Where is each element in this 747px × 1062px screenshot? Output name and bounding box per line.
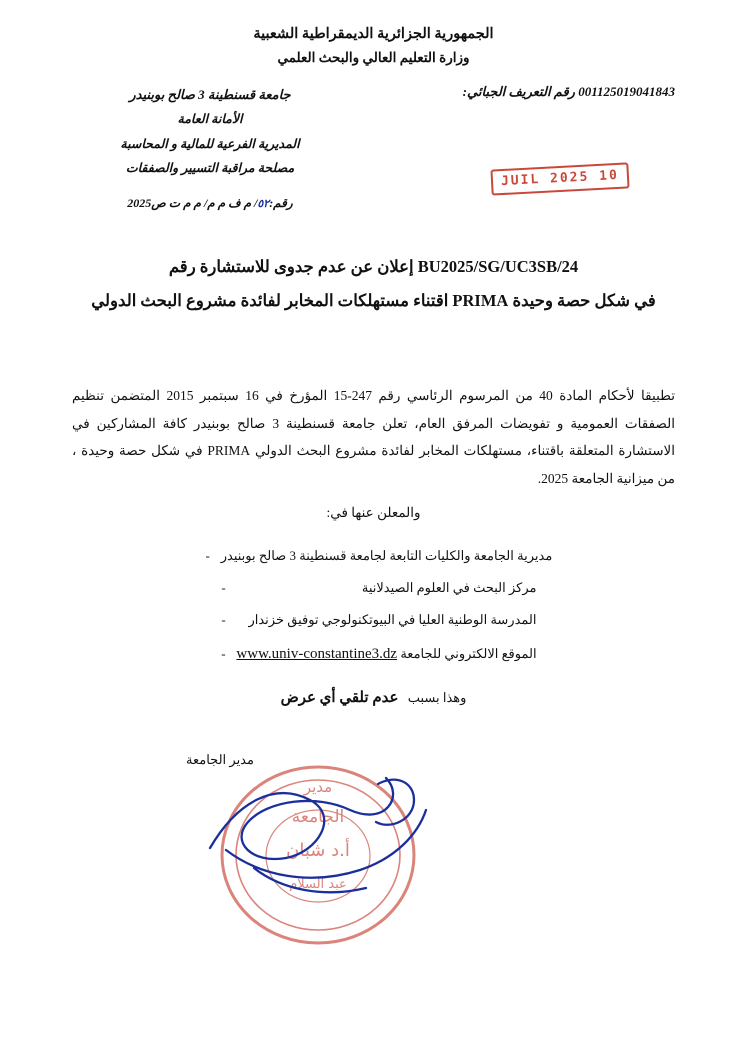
document-title <box>0 250 747 318</box>
document-reference <box>60 196 360 211</box>
organization-block <box>60 82 360 180</box>
reference-prefix: رقم: <box>269 196 293 210</box>
svg-text:الجامعة: الجامعة <box>291 807 345 827</box>
svg-text:عبد السلام: عبد السلام <box>289 877 347 892</box>
ministry-heading: وزارة التعليم العالي والبحث العلمي <box>277 50 470 65</box>
list-item-label: المدرسة الوطنية العليا في البيوتكنولوجي توفيق خزندار <box>248 611 537 627</box>
list-item-label: مركز البحث في العلوم الصيدلانية <box>361 579 537 595</box>
svg-text:مدير: مدير <box>303 778 333 796</box>
organization-university: جامعة قسنطينة 3 صالح بوبنيدر <box>129 87 291 102</box>
reason-statement <box>72 688 675 707</box>
reference-handwritten-number: ٥٢ <box>257 197 270 210</box>
reason-prefix: وهذا بسبب <box>407 690 467 705</box>
fiscal-id-label: رقم التعريف الجبائي: <box>462 84 575 99</box>
reception-date-stamp: 10 JUIL 2025 <box>490 162 629 195</box>
list-item-label <box>236 636 536 673</box>
organization-service: مصلحة مراقبة التسيير والصفقات <box>125 161 295 176</box>
list-item <box>0 604 747 636</box>
list-intro-label: والمعلن عنها في: <box>326 505 421 520</box>
website-list-label: الموقع الالكتروني للجامعة <box>400 645 537 661</box>
announcement-locations-list <box>0 540 747 672</box>
title-line-2-after: في شكل حصة وحيدة <box>512 290 656 310</box>
official-round-stamp <box>222 767 414 943</box>
fiscal-id-number: 001125019041843 <box>578 84 675 99</box>
reason-text: عدم تلقي أي عرض <box>280 690 399 706</box>
fiscal-id-block <box>463 84 675 100</box>
list-item <box>0 636 747 673</box>
svg-text:أ.د شبان: أ.د شبان <box>286 840 350 861</box>
list-item-label: مديرية الجامعة والكليات التابعة لجامعة قسنطينة 3 صالح بوبنيدر <box>220 548 553 563</box>
list-bullet-dash: - <box>205 548 210 563</box>
list-item <box>0 540 747 572</box>
list-bullet-dash: - <box>221 645 226 661</box>
signer-title: مدير الجامعة <box>186 752 254 767</box>
reference-suffix: / م ف م م/ م م ت ص2025 <box>127 196 258 210</box>
organization-subdirectorate: المديرية الفرعية للمالية و المحاسبة <box>120 136 300 151</box>
republic-heading: الجمهورية الجزائرية الديمقراطية الشعبية <box>253 26 494 42</box>
university-website-link[interactable]: www.univ-constantine3.dz <box>236 645 398 662</box>
title-line-2 <box>0 284 747 318</box>
title-line-1-text: إعلان عن عدم جدوى للاستشارة رقم <box>168 257 414 276</box>
body-paragraph: تطبيقا لأحكام المادة 40 من المرسوم الرئاسي رقم 247-15 المؤرخ في 16 سبتمبر 2015 المتضمن تنظيم الصفقات العمومية و تفويضات المرفق العام، تعلن جامعة قسنطينة 3 صالح بوبنيدر كافة المشاركين في الاستشارة المتعلقة باقتناء، مستهلكات المخابر لفائدة مشروع البحث الدولي PRIMA في شكل حصة وحيدة ، من ميزانية الجامعة 2025. <box>72 388 675 487</box>
list-bullet-dash: - <box>221 611 226 627</box>
list-bullet-dash: - <box>221 579 226 595</box>
title-line-1 <box>0 250 747 284</box>
project-name: PRIMA <box>452 290 509 310</box>
consultation-reference: BU2025/SG/UC3SB/24 <box>417 257 579 276</box>
handwritten-signature <box>210 778 426 892</box>
title-line-2-before: اقتناء مستهلكات المخابر لفائدة مشروع البحث الدولي <box>91 290 449 310</box>
list-item <box>0 572 747 604</box>
organization-secretariat: الأمانة العامة <box>177 112 243 127</box>
